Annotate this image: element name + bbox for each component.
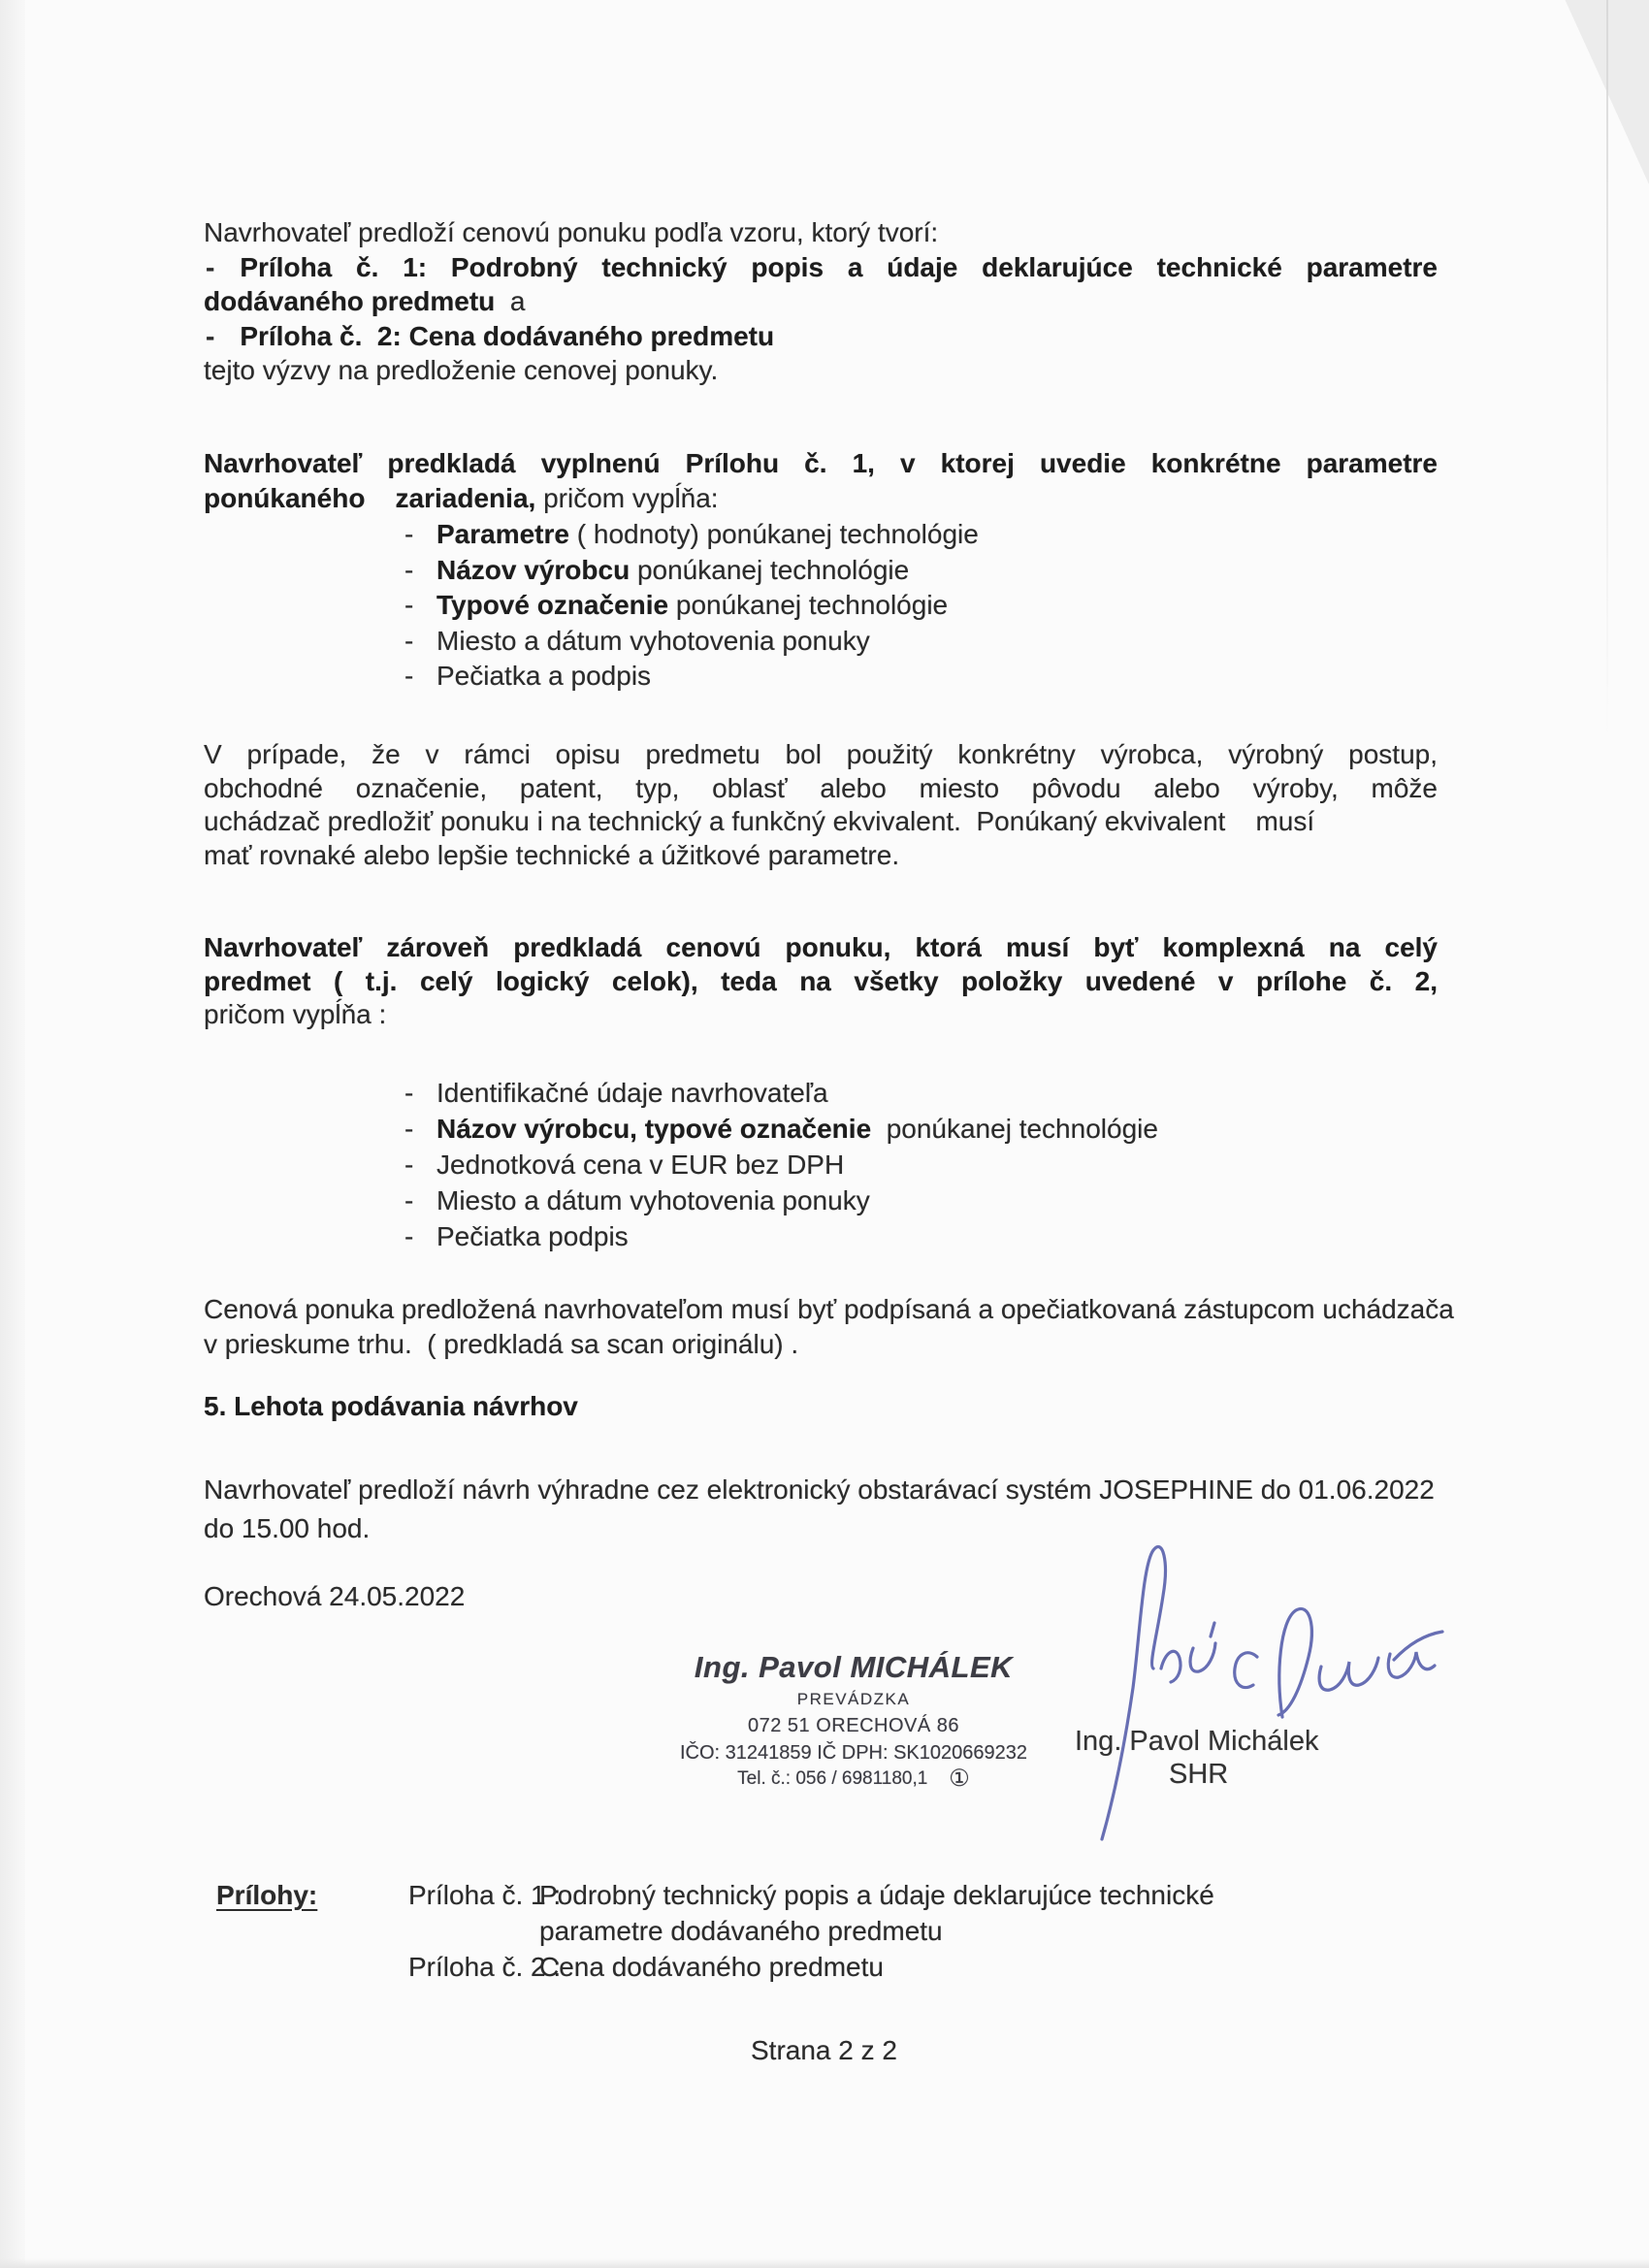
stamp-address-line: 072 51 ORECHOVÁ 86 xyxy=(748,1715,959,1736)
bullet-dash: - xyxy=(404,1185,414,1215)
text-run: v ktorej uvedie konkrétne parametre xyxy=(900,448,1438,478)
list-item xyxy=(404,1147,1277,1183)
signature-stroke xyxy=(1319,1658,1378,1690)
bullet-dash: - xyxy=(404,554,414,585)
bullet-dash: - xyxy=(206,320,215,351)
text-run: V prípade, že v rámci opisu predmetu bol použitý konkrétny výrobca, výrobný postup, xyxy=(204,739,1438,769)
priloha1-items-list xyxy=(404,517,1277,695)
text-run: Miesto a dátum vyhotovenia ponuky xyxy=(436,625,870,656)
signature-stroke xyxy=(1161,1623,1215,1682)
paragraph-line xyxy=(204,481,1438,516)
list-item xyxy=(404,1111,1277,1147)
paragraph-line xyxy=(204,353,1438,388)
list-item xyxy=(404,1183,1277,1218)
intro-paragraph xyxy=(204,215,1438,388)
attachment-1-description-line2: parametre dodávaného predmetu xyxy=(539,1916,943,1946)
page-footer: Strana 2 z 2 xyxy=(751,2035,897,2065)
attachment-1-description-line1: Podrobný technický popis a údaje deklarujúce technické xyxy=(539,1880,1214,1910)
text-run: Príloha č. 1: Podrobný technický popis a údaje deklarujúce technické parametre xyxy=(240,251,1438,282)
text-run: Parametre xyxy=(436,519,569,549)
list-item xyxy=(404,1218,1277,1254)
scan-corner-fold xyxy=(1560,0,1649,184)
priloha2-items-list xyxy=(404,1075,1277,1254)
paragraph-line xyxy=(204,965,1438,999)
scan-left-edge-shadow xyxy=(0,0,25,2268)
handwritten-signature xyxy=(1067,1538,1455,1853)
text-run: do 15.00 hod. xyxy=(204,1513,371,1543)
scan-bottom-edge-shadow xyxy=(0,2258,1649,2268)
paragraph-line xyxy=(204,931,1438,965)
circled-one-mark: ① xyxy=(949,1766,970,1792)
paragraph-line xyxy=(204,319,1438,354)
text-run: Pečiatka podpis xyxy=(436,1221,629,1251)
place-date-line: Orechová 24.05.2022 xyxy=(204,1581,466,1611)
equivalent-clause-paragraph xyxy=(204,738,1438,872)
bullet-dash: - xyxy=(404,1114,414,1144)
text-run: Identifikačné údaje navrhovateľa xyxy=(436,1078,828,1108)
bullet-dash: - xyxy=(404,1150,414,1180)
signature-requirement-paragraph xyxy=(204,1292,1465,1362)
paragraph-line xyxy=(204,1292,1465,1327)
text-run: a xyxy=(495,286,526,316)
bullet-dash: - xyxy=(404,1078,414,1108)
text-run: tejto výzvy na predloženie cenovej ponuky. xyxy=(204,355,719,385)
list-item xyxy=(404,553,1277,589)
bullet-dash: - xyxy=(404,625,414,656)
stamp-phone-line xyxy=(679,1766,1028,1792)
paragraph-line xyxy=(204,998,1438,1032)
text-run: Názov výrobcu xyxy=(436,554,630,585)
paragraph-line xyxy=(204,839,1438,873)
bullet-dash: - xyxy=(404,1221,414,1251)
attachment-2-description: Cena dodávaného predmetu xyxy=(539,1952,884,1982)
signatory-title: SHR xyxy=(1169,1759,1229,1790)
priloha1-instructions-paragraph xyxy=(204,446,1438,515)
bullet-dash: - xyxy=(404,590,414,620)
list-item xyxy=(404,588,1277,624)
paragraph-line xyxy=(204,772,1438,806)
signature-stroke xyxy=(1235,1653,1257,1688)
text-run: Miesto a dátum vyhotovenia ponuky xyxy=(436,1185,870,1215)
text-run: Navrhovateľ predloží návrh výhradne cez elektronický obstarávací systém JOSEPHINE do 01.06.2022 xyxy=(204,1474,1435,1505)
deadline-paragraph xyxy=(204,1471,1465,1548)
text-run: ponúkanej technológie xyxy=(630,554,910,585)
stamp-name: Ing. Pavol MICHÁLEK xyxy=(694,1650,1014,1684)
section-5-heading: 5. Lehota podávania návrhov xyxy=(204,1391,578,1421)
company-stamp xyxy=(679,1649,1028,1792)
signature-stroke xyxy=(1388,1652,1435,1677)
list-item xyxy=(404,1075,1277,1111)
text-run: dodávaného predmetu xyxy=(204,286,496,316)
list-item xyxy=(404,659,1277,695)
text-run: Príloha č. 2: Cena dodávaného predmetu xyxy=(240,320,775,351)
scan-right-edge-line xyxy=(1606,0,1608,737)
paragraph-line xyxy=(204,215,1438,250)
text-run: Jednotková cena v EUR bez DPH xyxy=(436,1150,845,1180)
paragraph-line xyxy=(204,1327,1465,1362)
bullet-dash: - xyxy=(404,519,414,549)
text-run: v prieskume trhu. ( predkladá sa scan originálu) . xyxy=(204,1329,799,1359)
text-run: pričom vypĺňa : xyxy=(204,999,387,1029)
paragraph-line xyxy=(204,284,1438,319)
price-offer-paragraph xyxy=(204,931,1438,1032)
text-run: Tel. č.: 056 / 6981180,1 xyxy=(737,1768,928,1789)
paragraph-line xyxy=(204,1471,1465,1509)
list-item xyxy=(404,517,1277,553)
text-run: Cenová ponuka predložená navrhovateľom musí byť podpísaná a opečiatkovaná zástupcom uchádzača xyxy=(204,1294,1454,1324)
paragraph-line xyxy=(204,805,1438,839)
stamp-operation-line: PREVÁDZKA xyxy=(796,1690,911,1708)
text-run: Navrhovateľ predloží cenovú ponuku podľa vzoru, ktorý tvorí: xyxy=(204,217,939,247)
text-run: Pečiatka a podpis xyxy=(436,661,652,691)
attachments-heading: Prílohy: xyxy=(216,1880,318,1910)
text-run: obchodné označenie, patent, typ, oblasť alebo miesto pôvodu alebo výroby, môže xyxy=(204,772,1438,803)
signatory-printed-name: Ing. Pavol Michálek xyxy=(1075,1726,1319,1757)
signature-stroke xyxy=(1278,1608,1311,1717)
stamp-ico-line: IČO: 31241859 IČ DPH: SK1020669232 xyxy=(679,1742,1028,1764)
paragraph-line xyxy=(204,250,1438,285)
signature-stroke xyxy=(1102,1547,1165,1839)
list-item xyxy=(404,624,1277,660)
text-run: ponúkaného zariadenia, xyxy=(204,482,536,513)
attachment-2-label: Príloha č. 2 : xyxy=(408,1952,562,1982)
text-run: Názov výrobcu, typové označenie xyxy=(436,1114,872,1144)
text-run: ( hodnoty) ponúkanej technológie xyxy=(568,519,979,549)
bullet-dash: - xyxy=(206,251,215,282)
text-run: Navrhovateľ zároveň predkladá cenovú ponuku, ktorá musí byť komplexná na celý xyxy=(204,932,1438,962)
attachment-1-label: Príloha č. 1 : xyxy=(408,1880,562,1910)
bullet-dash: - xyxy=(404,661,414,691)
text-run: ponúkanej technológie xyxy=(871,1114,1158,1144)
text-run: mať rovnaké alebo lepšie technické a úžitkové parametre. xyxy=(204,839,900,870)
text-run: Navrhovateľ predkladá vyplnenú Prílohu č. 1, xyxy=(204,448,875,478)
text-run: Typové označenie xyxy=(436,590,669,620)
paragraph-line xyxy=(204,446,1438,481)
text-run: predmet ( t.j. celý logický celok), teda na všetky položky uvedené v prílohe č. 2, xyxy=(204,965,1438,996)
text-run: pričom vypĺňa: xyxy=(535,482,719,513)
paragraph-line xyxy=(204,738,1438,772)
text-run: ponúkanej technológie xyxy=(668,590,949,620)
text-run: uchádzač predložiť ponuku i na technický a funkčný ekvivalent. Ponúkaný ekvivalent musí xyxy=(204,806,1315,836)
